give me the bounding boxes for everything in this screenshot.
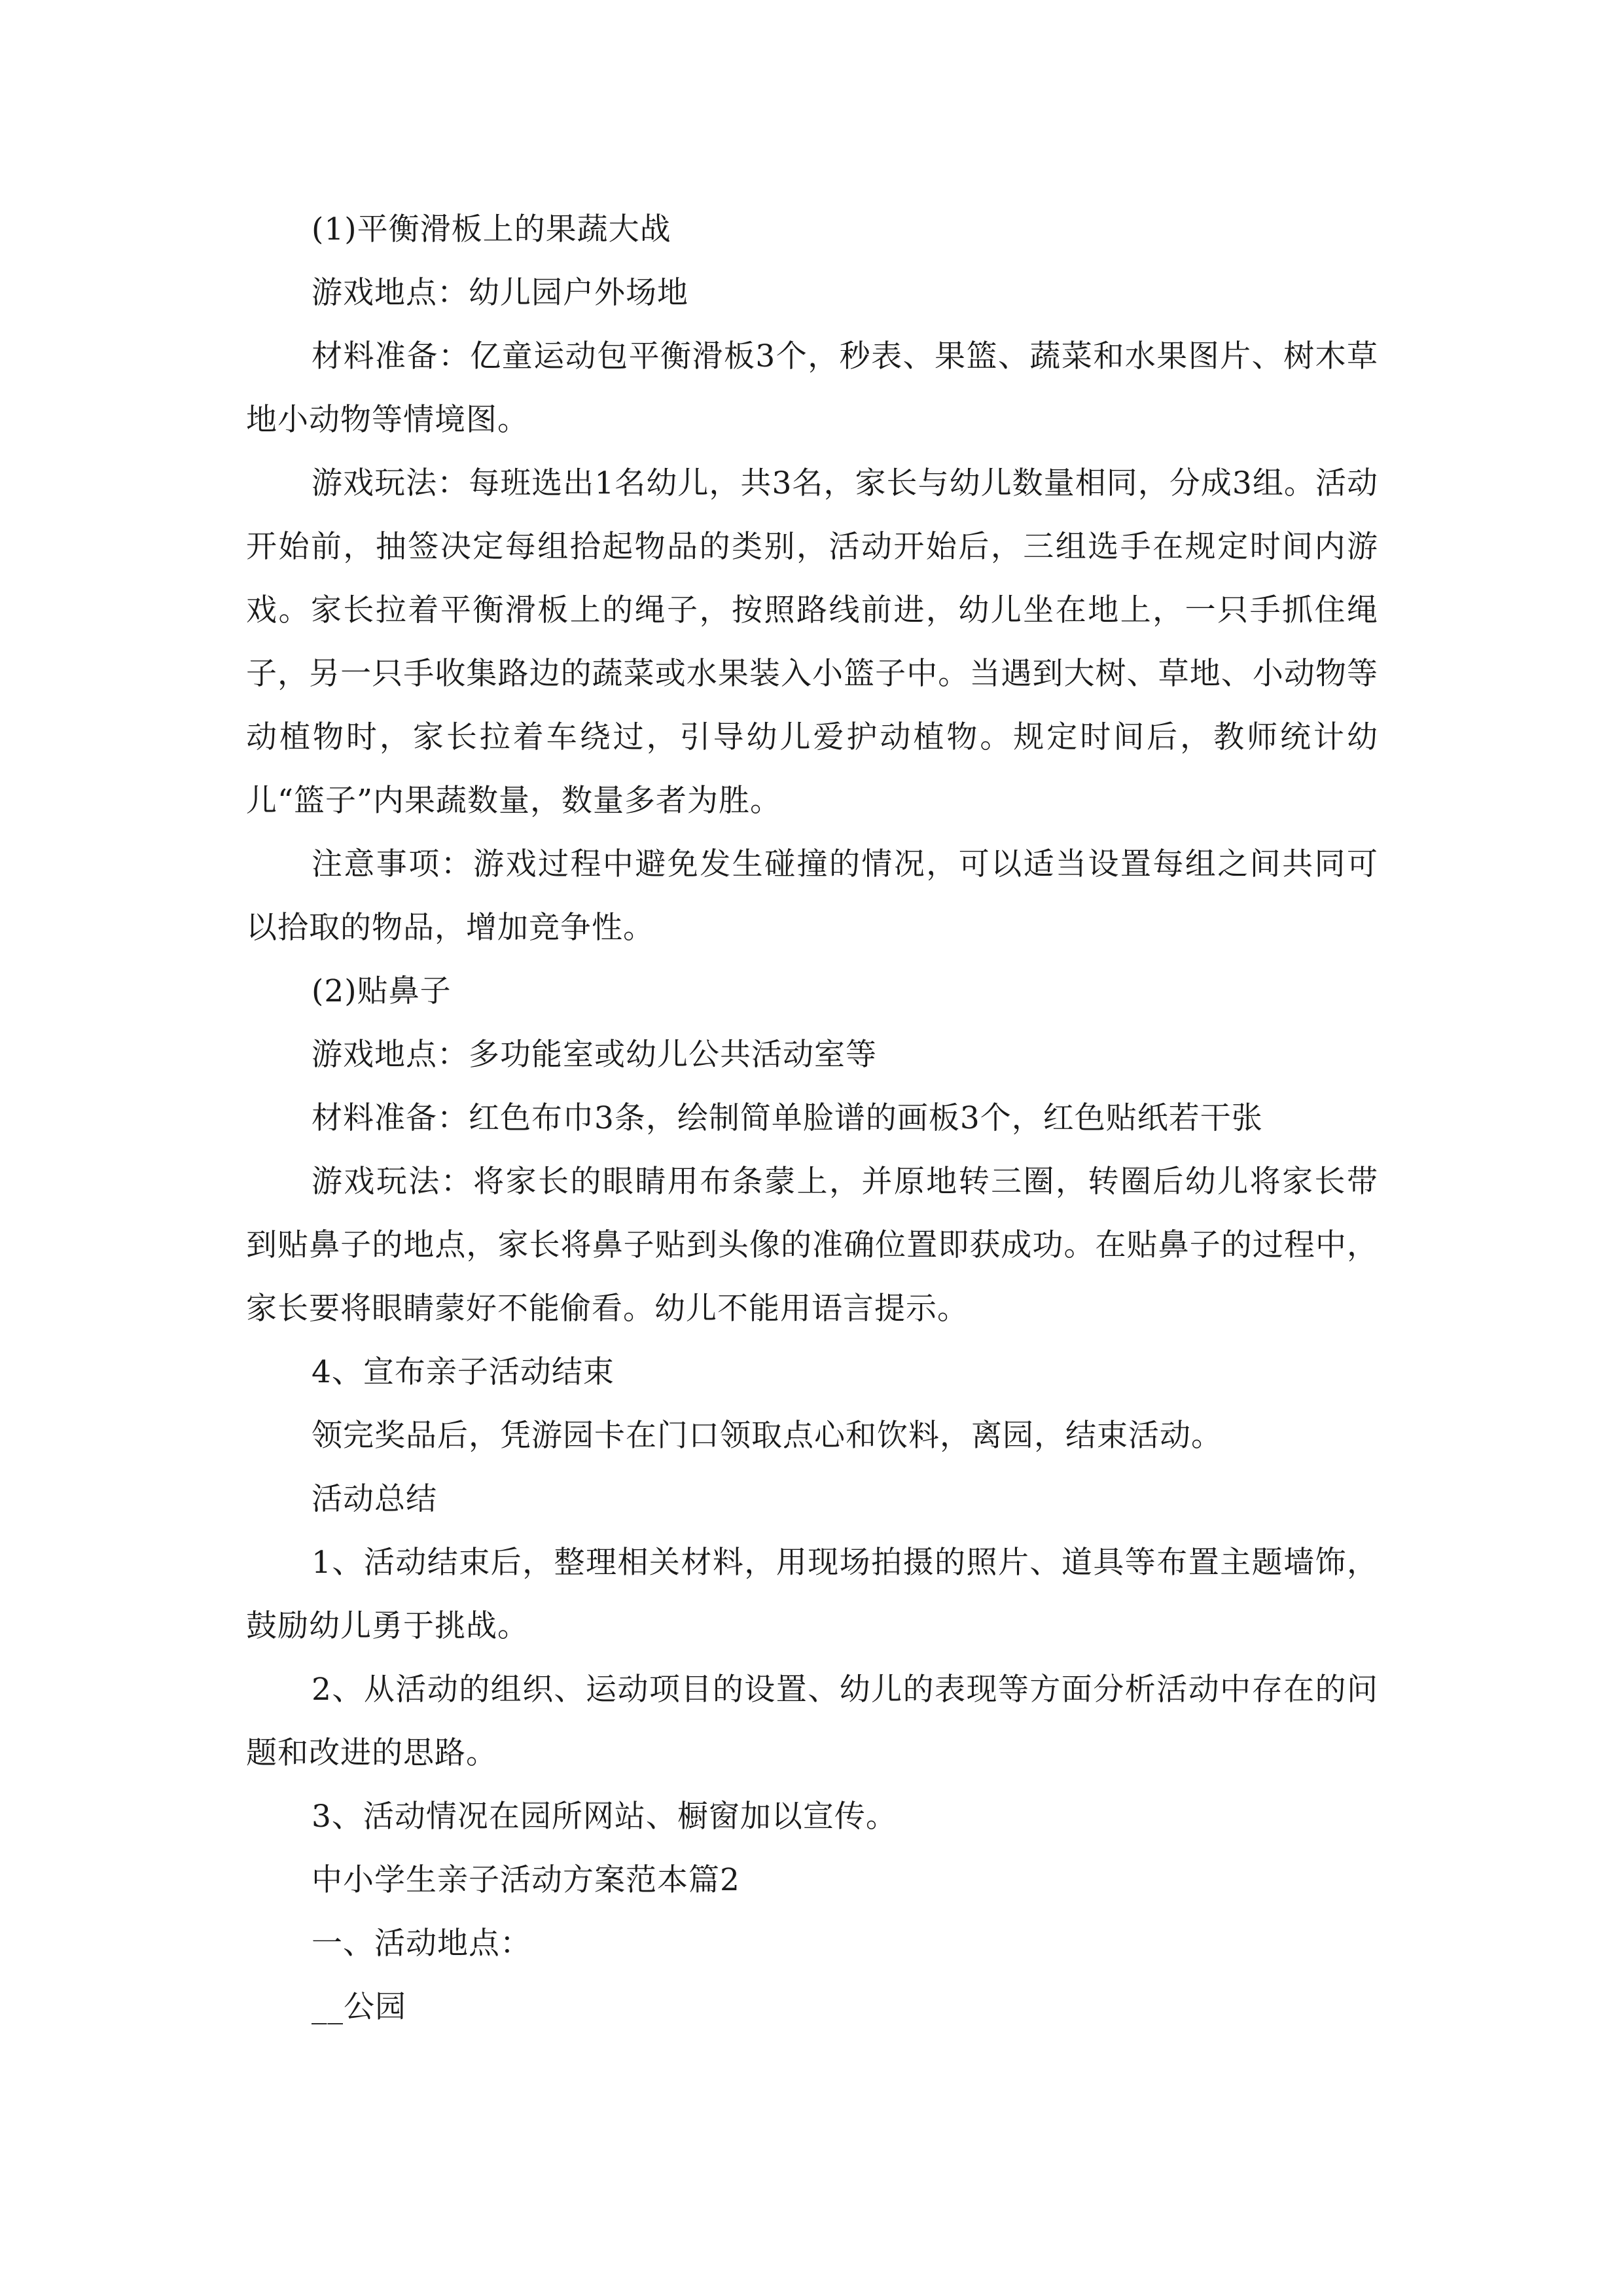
summary-item-1: 1、活动结束后，整理相关材料，用现场拍摄的照片、道具等布置主题墙饰，鼓励幼儿勇于挑战。 [246, 1545, 1378, 1644]
summary-item-3: 3、活动情况在园所网站、橱窗加以宣传。 [312, 1799, 897, 1835]
document-body [246, 198, 1378, 2039]
game-1-rules: 游戏玩法：每班选出1名幼儿，共3名，家长与幼儿数量相同，分成3组。活动开始前，抽签决定每组拾起物品的类别，活动开始后，三组选手在规定时间内游戏。家长拉着平衡滑板上的绳子，按照路线前进，幼儿坐在地上，一只手抓住绳子，另一只手收集路边的蔬菜或水果装入小篮子中。当遇到大树、草地、小动物等动植物时，家长拉着车绕过，引导幼儿爱护动植物。规定时间后，教师统计幼儿“篮子”内果蔬数量，数量多者为胜。 [246, 465, 1378, 819]
game-1-materials: 材料准备：亿童运动包平衡滑板3个，秒表、果篮、蔬菜和水果图片、树木草地小动物等情境图。 [246, 338, 1378, 438]
game-2-rules: 游戏玩法：将家长的眼睛用布条蒙上，并原地转三圈，转圈后幼儿将家长带到贴鼻子的地点，家长将鼻子贴到头像的准确位置即获成功。在贴鼻子的过程中，家长要将眼睛蒙好不能偷看。幼儿不能用语言提示。 [246, 1164, 1378, 1327]
game-2-location: 游戏地点：多功能室或幼儿公共活动室等 [312, 1037, 877, 1073]
game-2-materials: 材料准备：红色布巾3条，绘制简单脸谱的画板3个，红色贴纸若干张 [312, 1100, 1263, 1136]
section-4-heading: 4、宣布亲子活动结束 [312, 1354, 615, 1390]
section-4-text: 领完奖品后，凭游园卡在门口领取点心和饮料，离园，结束活动。 [312, 1418, 1222, 1454]
game-1-title: (1)平衡滑板上的果蔬大战 [312, 211, 671, 247]
summary-heading: 活动总结 [312, 1481, 437, 1517]
plan-2-location-value: __公园 [312, 1989, 406, 2025]
summary-item-2: 2、从活动的组织、运动项目的设置、幼儿的表现等方面分析活动中存在的问题和改进的思路。 [246, 1672, 1378, 1771]
game-1-notes: 注意事项：游戏过程中避免发生碰撞的情况，可以适当设置每组之间共同可以拾取的物品，增加竞争性。 [246, 846, 1378, 946]
game-1-location: 游戏地点：幼儿园户外场地 [312, 275, 688, 311]
plan-2-title: 中小学生亲子活动方案范本篇2 [312, 1862, 740, 1898]
game-2-title: (2)贴鼻子 [312, 973, 452, 1009]
plan-2-location-heading: 一、活动地点： [312, 1926, 531, 1962]
